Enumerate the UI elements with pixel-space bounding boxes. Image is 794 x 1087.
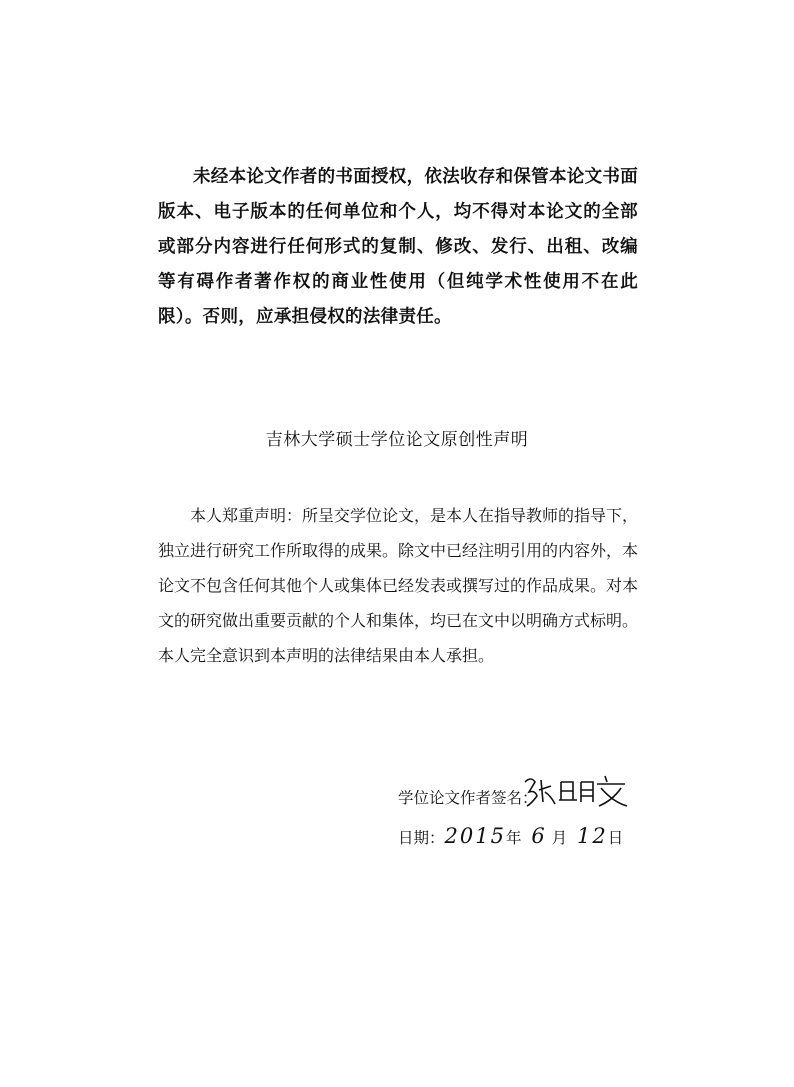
date-month: 6: [531, 824, 547, 848]
signature-line: [398, 786, 538, 808]
handwritten-signature: [521, 772, 631, 812]
date-label: 日期：: [398, 829, 445, 847]
date-year: 2015: [444, 824, 506, 848]
declaration-body: 本人郑重声明：所呈交学位论文，是本人在指导教师的指导下，独立进行研究工作所取得的成果。除文中已经注明引用的内容外，本论文不包含任何其他个人或集体已经发表或撰写过的作品成果。对本文的研究做出重要贡献的个人和集体，均已在文中以明确方式标明。本人完全意识到本声明的法律结果由本人承担。: [158, 506, 639, 665]
date-year-unit: 年: [505, 829, 522, 847]
date-line: [398, 824, 623, 848]
signature-label: 学位论文作者签名：: [398, 789, 538, 807]
declaration-title: 吉林大学硕士学位论文原创性声明: [265, 430, 529, 450]
date-day: 12: [577, 824, 608, 848]
date-month-unit: 月: [551, 829, 568, 847]
copyright-notice: 未经本论文作者的书面授权，依法收存和保管本论文书面版本、电子版本的任何单位和个人，均不得对本论文的全部或部分内容进行任何形式的复制、修改、发行、出租、改编等有碍作者著作权的商业性使用（但纯学术性使用不在此限）。否则，应承担侵权的法律责任。: [158, 167, 638, 327]
date-day-unit: 日: [607, 829, 624, 847]
